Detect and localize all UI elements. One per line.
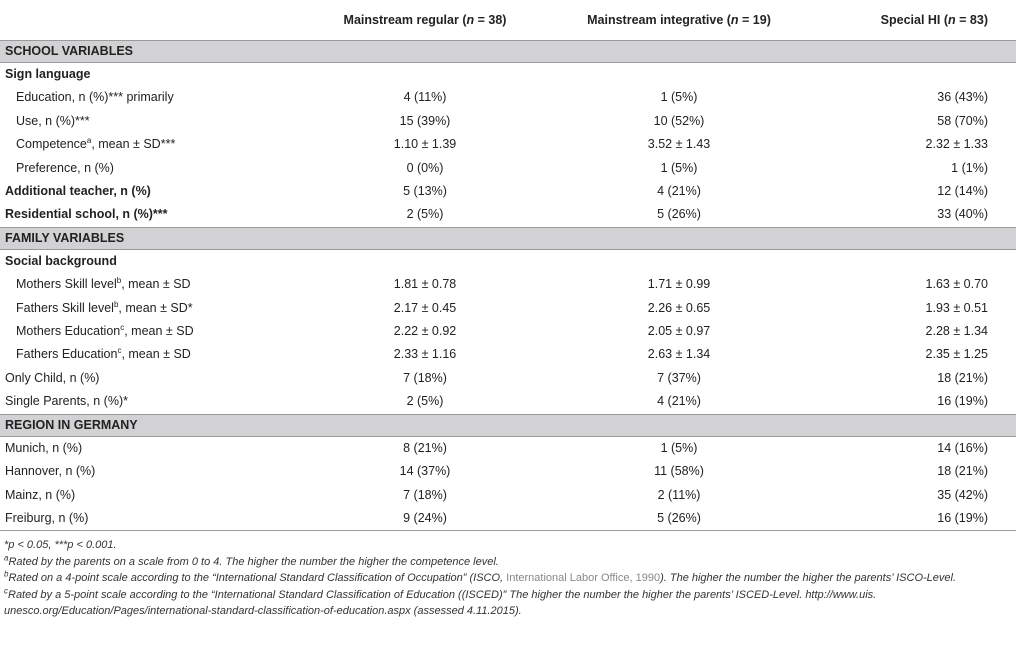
footnote-b: $^b$Rated on a 4-point scale according to the “International Standard Classification of Occupation” (ISCO, International Labor Office, 1990). The higher the number the higher the parents’ ISCO-Level. — [4, 569, 957, 585]
footnote-c: $^c$Rated by a 5-point scale according to the “International Standard Classification of Education ((ISCED)” The higher the number the higher the parents’ ISCED-Level. http://www.uis. unesco.org/Education/Pages/international-standard-classification-of-education.aspx (assessed 4.11.2015). — [4, 586, 877, 618]
table-row: Fathers Skill level$^b$, mean ± SD* 2.17 ± 0.45 2.26 ± 0.65 1.93 ± 0.51 — [16, 299, 988, 315]
footnote-significance: *p < 0.05, ***p < 0.001. — [4, 539, 117, 552]
table-row: Fathers Education$^c$, mean ± SD 2.33 ± 1.16 2.63 ± 1.34 2.35 ± 1.25 — [16, 346, 988, 362]
table-row: Residential school, n (%)*** 2 (5%) 5 (26%) 33 (40%) — [5, 207, 988, 222]
table-row: Preference, n (%) 0 (0%) 1 (5%) 1 (1%) — [16, 160, 988, 175]
header-mainstream-regular: Mainstream regular (n = 38) — [282, 0, 530, 41]
table-row: Competence$^a$, mean ± SD*** 1.10 ± 1.39 3.52 ± 1.43 2.32 ± 1.33 — [16, 136, 988, 152]
header-blank — [0, 0, 282, 41]
header-special-hi: Special HI (n = 83) — [782, 0, 1016, 41]
table-row: Education, n (%)*** primarily 4 (11%) 1 (5%) 36 (43%) — [16, 90, 988, 105]
table-row: Single Parents, n (%)* 2 (5%) 4 (21%) 16 (19%) — [5, 394, 988, 409]
table-row: Freiburg, n (%) 9 (24%) 5 (26%) 16 (19%) — [0, 507, 1016, 531]
table-row: Use, n (%)*** 15 (39%) 10 (52%) 58 (70%) — [16, 113, 988, 128]
citation-link[interactable]: International Labor Office, 1990 — [506, 572, 661, 585]
table-row: Mainz, n (%) 7 (18%) 2 (11%) 35 (42%) — [5, 487, 988, 502]
table-footnotes — [0, 531, 1016, 620]
table-row: Munich, n (%) 8 (21%) 1 (5%) 14 (16%) — [5, 440, 988, 455]
table-row: Mothers Education$^c$, mean ± SD 2.22 ± 0.92 2.05 ± 0.97 2.28 ± 1.34 — [16, 322, 988, 339]
section-school-variables: SCHOOL VARIABLES — [0, 41, 1016, 63]
table-header-row — [0, 0, 1016, 41]
table-row: Mothers Skill level$^b$, mean ± SD 1.81 ± 0.78 1.71 ± 0.99 1.63 ± 0.70 — [16, 276, 988, 292]
table-row: Only Child, n (%) 7 (18%) 7 (37%) 18 (21%) — [5, 370, 988, 385]
section-family-variables: FAMILY VARIABLES — [0, 227, 1016, 249]
subsection-sign-language: Sign language — [5, 67, 91, 81]
table-row: Additional teacher, n (%) 5 (13%) 4 (21%) 12 (14%) — [5, 184, 988, 199]
table-row: Hannover, n (%) 14 (37%) 11 (58%) 18 (21%) — [5, 464, 988, 479]
section-region-in-germany: REGION IN GERMANY — [0, 414, 1016, 436]
header-mainstream-integrative: Mainstream integrative (n = 19) — [530, 0, 782, 41]
footnote-a: $^a$Rated by the parents on a scale from 0 to 4. The higher the number the higher the competence level. — [4, 553, 499, 568]
subsection-social-background: Social background — [5, 253, 117, 268]
